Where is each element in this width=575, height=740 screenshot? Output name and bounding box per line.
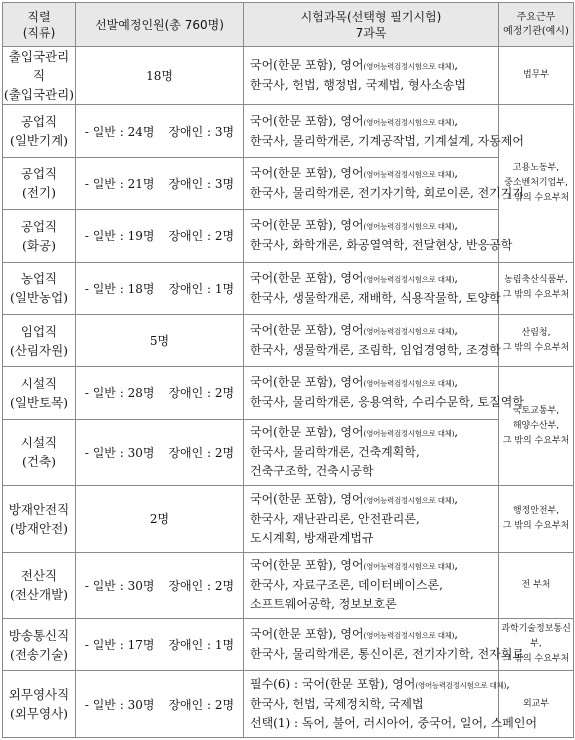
subjects-line [250, 645, 524, 664]
table-row [3, 210, 574, 262]
header-agency-line2: 예정기관(예시) [503, 25, 569, 37]
agency-name: 외교부 [522, 698, 550, 709]
job-series: 전산직 [20, 568, 58, 584]
subjects-cell [244, 47, 499, 105]
subjects-text: 한국사, 물리학개론, 전기자기학, 회로이론, 전기기기 [250, 185, 524, 200]
subjects-text: , [454, 375, 459, 390]
subjects-cell [244, 552, 499, 618]
quota-cell [76, 419, 244, 485]
quota-general-label: - 일반 : [84, 124, 124, 139]
quota-disabled-label: 장애인 : [168, 386, 212, 401]
subjects-line [250, 236, 513, 255]
english-test-note: (영어능력검정시험으로 대체) [363, 222, 455, 232]
english-test-note: (영어능력검정시험으로 대체) [363, 274, 455, 284]
table-row [3, 47, 574, 105]
quota-cell [76, 552, 244, 618]
subjects-line [250, 393, 524, 412]
quota-disabled-label: 장애인 : [168, 697, 212, 712]
subjects-text: 국어(한문 포함), 영어 [250, 218, 364, 233]
quota-general-label: - 일반 : [84, 386, 124, 401]
subjects-text: , [454, 218, 459, 233]
english-test-note: (영어능력검정시험으로 대체) [363, 327, 455, 337]
job-series: 공업직 [20, 166, 58, 182]
quota-general-label: - 일반 : [84, 281, 124, 296]
header-subjects [244, 3, 499, 47]
job-series: 방재안전직 [8, 501, 70, 517]
quota-cell [76, 486, 244, 552]
job-cell [3, 105, 76, 157]
job-series: 출입국관리직 [8, 49, 70, 84]
english-test-note: (영어능력검정시험으로 대체) [363, 62, 455, 72]
job-category: (전산개발) [9, 587, 69, 603]
subjects-text: , [454, 627, 459, 642]
subjects-text: 한국사, 물리학개론, 통신이론, 전기자기학, 전자회로 [250, 647, 524, 662]
quota-cell [76, 619, 244, 671]
subjects-line [250, 510, 498, 529]
subjects-line [250, 112, 498, 132]
quota-disabled-value: 2명 [214, 697, 235, 712]
subjects-text: 한국사, 생물학개론, 조림학, 임업경영학, 조경학 [250, 343, 501, 358]
job-cell [3, 47, 76, 105]
table-row [3, 419, 574, 485]
quota-general-value: 17명 [127, 638, 155, 653]
subjects-text: 국어(한문 포함), 영어 [250, 375, 364, 390]
quota-general-value: 24명 [127, 124, 155, 139]
job-category: (일반기계) [9, 133, 69, 149]
job-series: 공업직 [20, 114, 58, 130]
subjects-line [250, 56, 498, 76]
subjects-line [250, 132, 524, 151]
subjects-line [250, 423, 498, 443]
quota-cell [76, 367, 244, 419]
english-test-note: (영어능력검정시험으로 대체) [415, 681, 507, 691]
quota-disabled-label: 장애인 : [168, 124, 212, 139]
subjects-text: 국어(한문 포함), 영어 [250, 627, 364, 642]
agency-cell [499, 486, 574, 552]
subjects-text: 도시계획, 방재관계법규 [250, 530, 374, 545]
quota-total: 2명 [149, 512, 170, 527]
subjects-text: 한국사, 화학개론, 화공열역학, 전달현상, 반응공학 [250, 238, 513, 253]
subjects-text: 한국사, 물리학개론, 건축계획학, [250, 445, 420, 460]
job-category: (일반농업) [9, 290, 69, 306]
table-row [3, 552, 574, 618]
table-row [3, 486, 574, 552]
subjects-cell [244, 314, 499, 366]
subjects-line [250, 184, 524, 203]
quota-disabled-label: 장애인 : [168, 229, 212, 244]
job-cell [3, 619, 76, 671]
english-test-note: (영어능력검정시험으로 대체) [363, 117, 455, 127]
subjects-text: 한국사, 재난관리론, 안전관리론, [250, 511, 420, 526]
subjects-text: , [454, 113, 459, 128]
quota-disabled-value: 3명 [214, 124, 235, 139]
subjects-line [250, 373, 498, 393]
quota-cell [76, 157, 244, 209]
job-cell [3, 671, 76, 738]
job-category: (방재안전) [9, 520, 69, 536]
subjects-line [250, 269, 498, 289]
agency-name: 그 밖의 수요부처 [502, 192, 570, 203]
job-cell [3, 157, 76, 209]
header-quota-label: 선발예정인원(총 760명) [95, 17, 224, 32]
subjects-cell [244, 486, 499, 552]
job-series: 임업직 [20, 323, 58, 339]
subjects-text: 국어(한문 포함), 영어 [250, 270, 364, 285]
quota-cell [76, 47, 244, 105]
table-row [3, 671, 574, 738]
quota-total: 5명 [149, 334, 170, 349]
quota-general-value: 28명 [127, 386, 155, 401]
subjects-line [250, 529, 498, 548]
job-category: (건축) [22, 454, 56, 470]
job-series: 방송통신직 [8, 627, 70, 643]
subjects-line [250, 341, 501, 360]
subjects-text: , [454, 270, 459, 285]
agency-name: 그 밖의 수요부처 [502, 290, 570, 301]
quota-general-label: - 일반 : [84, 445, 124, 460]
subjects-text: 한국사, 헌법, 국제정치학, 국제법 [250, 697, 424, 712]
agency-name: 그 밖의 수요부처 [502, 342, 570, 353]
english-test-note: (영어능력검정시험으로 대체) [363, 631, 455, 641]
job-category: (전송기술) [9, 646, 69, 662]
job-series: 시설직 [20, 375, 58, 391]
job-cell [3, 367, 76, 419]
subjects-text: 소프트웨어공학, 정보보호론 [250, 597, 397, 612]
agency-cell [499, 47, 574, 105]
quota-disabled-value: 2명 [214, 386, 235, 401]
subjects-text: 한국사, 자료구조론, 데이터베이스론, [250, 578, 443, 593]
header-subjects-line1: 시험과목(선택형 필기시험) [300, 9, 442, 24]
quota-disabled-value: 1명 [214, 281, 235, 296]
agency-name: 해양수산부, [512, 420, 560, 431]
quota-disabled-value: 2명 [214, 578, 235, 593]
job-cell [3, 486, 76, 552]
subjects-cell [244, 210, 513, 262]
quota-cell [76, 105, 244, 157]
subjects-line [250, 695, 498, 714]
subjects-text: 한국사, 물리학개론, 응용역학, 수리수문학, 토질역학 [250, 395, 524, 410]
quota-general-value: 30명 [127, 578, 155, 593]
quota-general-value: 19명 [127, 229, 155, 244]
subjects-text: 한국사, 헌법, 행정법, 국제법, 형사소송법 [250, 78, 466, 93]
quota-disabled-label: 장애인 : [168, 176, 212, 191]
subjects-text: , [454, 58, 459, 73]
recruitment-table [2, 2, 574, 738]
subjects-line [250, 675, 510, 695]
quota-cell [76, 210, 244, 262]
subjects-line [250, 321, 498, 341]
quota-general-value: 30명 [127, 445, 155, 460]
job-category: (출입국관리) [3, 87, 75, 103]
subjects-text: , [454, 425, 459, 440]
subjects-text: , [454, 323, 459, 338]
english-test-note: (영어능력검정시험으로 대체) [363, 379, 455, 389]
agency-name: 산림청, [521, 327, 551, 338]
subjects-cell [244, 367, 524, 419]
subjects-line [250, 443, 498, 462]
header-agency [499, 3, 574, 47]
agency-cell [499, 262, 574, 314]
subjects-cell [244, 105, 524, 157]
quota-disabled-label: 장애인 : [168, 445, 212, 460]
english-test-note: (영어능력검정시험으로 대체) [363, 169, 455, 179]
subjects-line [250, 595, 498, 614]
subjects-text: 국어(한문 포함), 영어 [250, 558, 364, 573]
quota-cell [76, 262, 244, 314]
header-row [3, 3, 574, 47]
subjects-text: 국어(한문 포함), 영어 [250, 58, 364, 73]
quota-cell [76, 314, 244, 366]
job-category: (외무영사) [9, 706, 69, 722]
quota-disabled-label: 장애인 : [168, 578, 212, 593]
quota-general-value: 18명 [127, 281, 155, 296]
agency-name: 법무부 [522, 70, 550, 81]
subjects-line [250, 576, 498, 595]
quota-disabled-value: 3명 [214, 176, 235, 191]
agency-name: 전 부처 [521, 579, 551, 590]
agency-cell [499, 552, 574, 618]
header-job [3, 3, 76, 47]
agency-name: 농림축산식품부, [504, 275, 568, 286]
subjects-line [250, 289, 501, 308]
subjects-text: 한국사, 물리학개론, 기계공작법, 기계설계, 자동제어 [250, 133, 524, 148]
subjects-line [250, 164, 498, 184]
subjects-line [250, 625, 498, 645]
table-row [3, 367, 574, 419]
subjects-line [250, 490, 498, 510]
job-category: (전기) [22, 185, 56, 201]
job-series: 공업직 [20, 218, 58, 234]
subjects-text: , [506, 677, 510, 692]
header-subjects-line2: 7과목 [355, 25, 387, 40]
subjects-cell [244, 419, 499, 485]
quota-general-value: 21명 [127, 176, 155, 191]
subjects-text: 선택(1) : 독어, 불어, 러시아어, 중국어, 일어, 스페인어 [250, 716, 538, 731]
agency-name: 과학기술정보통신부, [501, 624, 571, 650]
job-cell [3, 210, 76, 262]
quota-cell [76, 671, 244, 738]
quota-disabled-value: 1명 [214, 638, 235, 653]
subjects-text: 국어(한문 포함), 영어 [250, 113, 364, 128]
header-quota [76, 3, 244, 47]
job-series: 농업직 [20, 271, 58, 287]
agency-name: 그 밖의 수요부처 [502, 520, 570, 531]
english-test-note: (영어능력검정시험으로 대체) [363, 562, 455, 572]
agency-name: 그 밖의 수요부처 [502, 435, 570, 446]
agency-name: 국토교통부, [512, 405, 560, 416]
job-cell [3, 419, 76, 485]
job-category: (화공) [22, 237, 56, 253]
table-body [3, 47, 574, 738]
subjects-cell [244, 619, 524, 671]
quota-disabled-value: 2명 [214, 229, 235, 244]
quota-disabled-label: 장애인 : [168, 281, 212, 296]
subjects-text: , [454, 491, 459, 506]
subjects-cell [244, 157, 524, 209]
job-series: 시설직 [20, 435, 58, 451]
job-cell [3, 314, 76, 366]
agency-cell [499, 619, 574, 671]
quota-total: 18명 [146, 69, 173, 84]
agency-cell [499, 367, 574, 486]
english-test-note: (영어능력검정시험으로 대체) [363, 429, 455, 439]
quota-general-label: - 일반 : [84, 638, 124, 653]
quota-general-value: 30명 [127, 697, 155, 712]
job-cell [3, 262, 76, 314]
subjects-text: 국어(한문 포함), 영어 [250, 425, 364, 440]
job-category: (일반토목) [9, 394, 69, 410]
quota-general-label: - 일반 : [84, 176, 124, 191]
agency-name: 그 밖의 수요부처 [502, 654, 570, 665]
header-agency-line1: 주요근무 [516, 11, 556, 23]
subjects-text: , [454, 165, 459, 180]
header-job-line2: (직류) [22, 25, 56, 40]
quota-disabled-label: 장애인 : [168, 638, 212, 653]
subjects-text: 필수(6) : 국어(한문 포함), 영어 [250, 677, 416, 692]
table-row [3, 157, 574, 209]
subjects-text: 건축구조학, 건축시공학 [250, 464, 374, 479]
quota-general-label: - 일반 : [84, 229, 124, 244]
job-series: 외무영사직 [8, 687, 70, 703]
table-row [3, 619, 574, 671]
job-cell [3, 552, 76, 618]
subjects-line [250, 76, 498, 95]
english-test-note: (영어능력검정시험으로 대체) [363, 495, 455, 505]
agency-name: 행정안전부, [512, 505, 560, 516]
subjects-line [250, 556, 498, 576]
quota-general-label: - 일반 : [84, 578, 124, 593]
table-row [3, 314, 574, 366]
agency-cell [499, 314, 574, 366]
subjects-text: 한국사, 생물학개론, 재배학, 식용작물학, 토양학 [250, 290, 501, 305]
subjects-text: 국어(한문 포함), 영어 [250, 491, 364, 506]
header-job-line1: 직렬 [27, 9, 51, 24]
agency-name: 중소벤처기업부, [504, 177, 568, 188]
subjects-text: 국어(한문 포함), 영어 [250, 165, 364, 180]
quota-disabled-value: 2명 [214, 445, 235, 460]
subjects-cell [244, 262, 499, 314]
subjects-text: , [454, 558, 459, 573]
job-category: (산림자원) [9, 342, 69, 358]
subjects-line [250, 216, 498, 236]
subjects-text: 국어(한문 포함), 영어 [250, 323, 364, 338]
table-row [3, 105, 574, 157]
agency-name: 고용노동부, [512, 162, 560, 173]
subjects-line [250, 714, 538, 733]
table-row [3, 262, 574, 314]
quota-general-label: - 일반 : [84, 697, 124, 712]
subjects-line [250, 462, 498, 481]
